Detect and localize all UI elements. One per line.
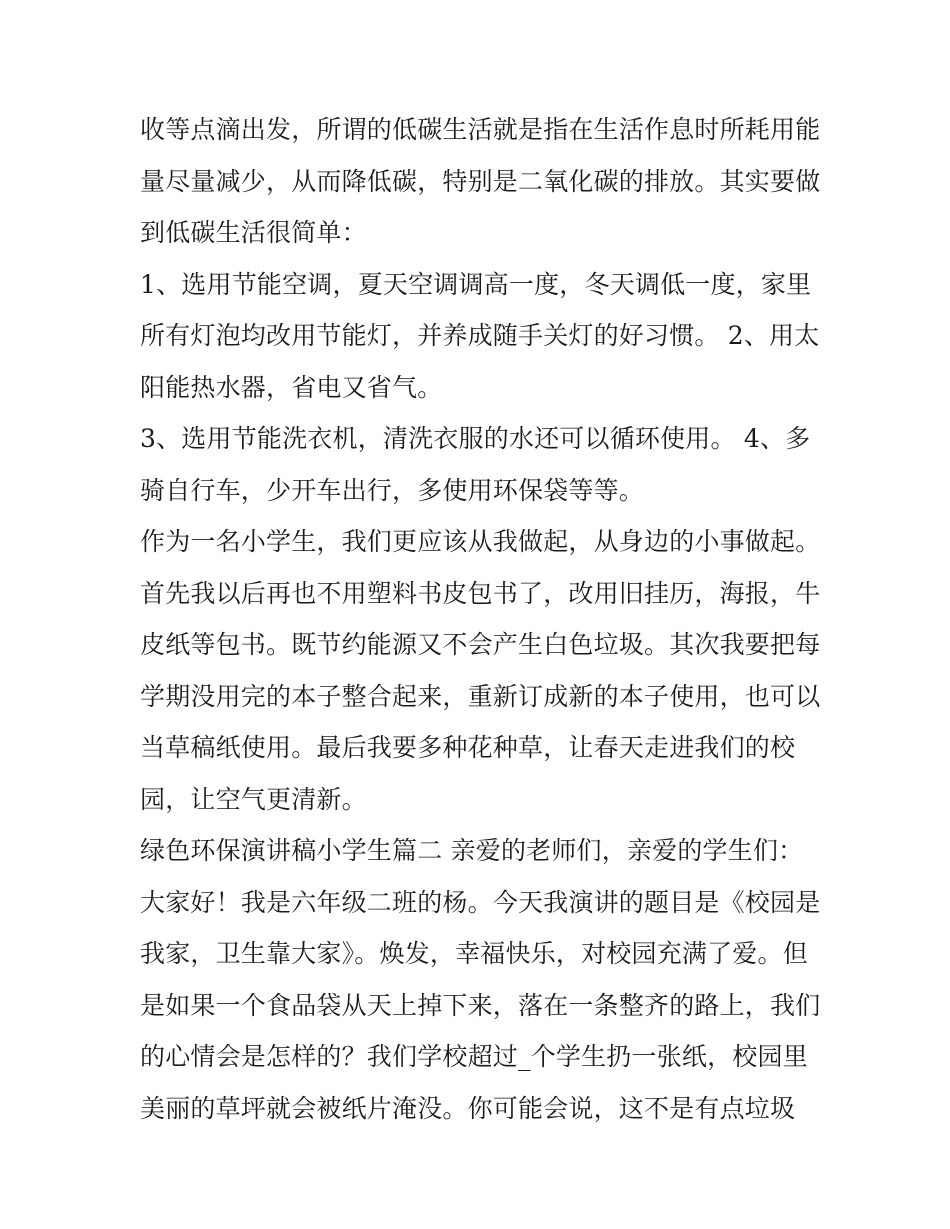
text-line: 1、选用节能空调，夏天空调调高一度，冬天调低一度，家里 xyxy=(140,269,812,299)
text-line: 阳能热水器，省电又省气。 xyxy=(140,372,443,402)
text-line: 量尽量减少，从而降低碳，特别是二氧化碳的排放。其实要做 xyxy=(140,166,821,196)
text-line: 当草稿纸使用。最后我要多种花种草，让春天走进我们的校 xyxy=(140,733,796,762)
text-line: 作为一名小学生，我们更应该从我做起，从身边的小事做起。 xyxy=(140,527,821,556)
text-line: 3、选用节能洗衣机，清洗衣服的水还可以循环使用。 4、多 xyxy=(140,424,811,453)
text-line: 骑自行车，少开车出行，多使用环保袋等等。 xyxy=(140,475,645,505)
text-line: 是如果一个食品袋从天上掉下来，落在一条整齐的路上，我们 xyxy=(140,990,821,1020)
text-line: 大家好！我是六年级二班的杨。今天我演讲的题目是《校园是 xyxy=(140,887,821,917)
text-line: 收等点滴出发，所谓的低碳生活就是指在生活作息时所耗用能 xyxy=(140,115,821,144)
text-line: 美丽的草坪就会被纸片淹没。你可能会说，这不是有点垃圾 xyxy=(140,1093,796,1123)
text-line: 首先我以后再也不用塑料书皮包书了，改用旧挂历，海报，牛 xyxy=(140,578,821,608)
text-line: 皮纸等包书。既节约能源又不会产生白色垃圾。其次我要把每 xyxy=(140,630,821,659)
text-line: 绿色环保演讲稿小学生篇二 亲爱的老师们，亲爱的学生们： xyxy=(140,836,804,865)
text-line: 我家，卫生靠大家》。焕发，幸福快乐，对校园充满了爱。但 xyxy=(140,939,808,968)
text-line: 所有灯泡均改用节能灯，并养成随手关灯的好习惯。 2、用太 xyxy=(140,321,820,350)
text-line: 园，让空气更清新。 xyxy=(140,784,367,814)
text-line: 到低碳生活很简单： xyxy=(140,218,367,247)
document-body xyxy=(140,104,820,1134)
text-line: 的心情会是怎样的？我们学校超过_个学生扔一张纸，校园里 xyxy=(140,1042,808,1071)
text-line: 学期没用完的本子整合起来，重新订成新的本子使用，也可以 xyxy=(140,681,821,711)
